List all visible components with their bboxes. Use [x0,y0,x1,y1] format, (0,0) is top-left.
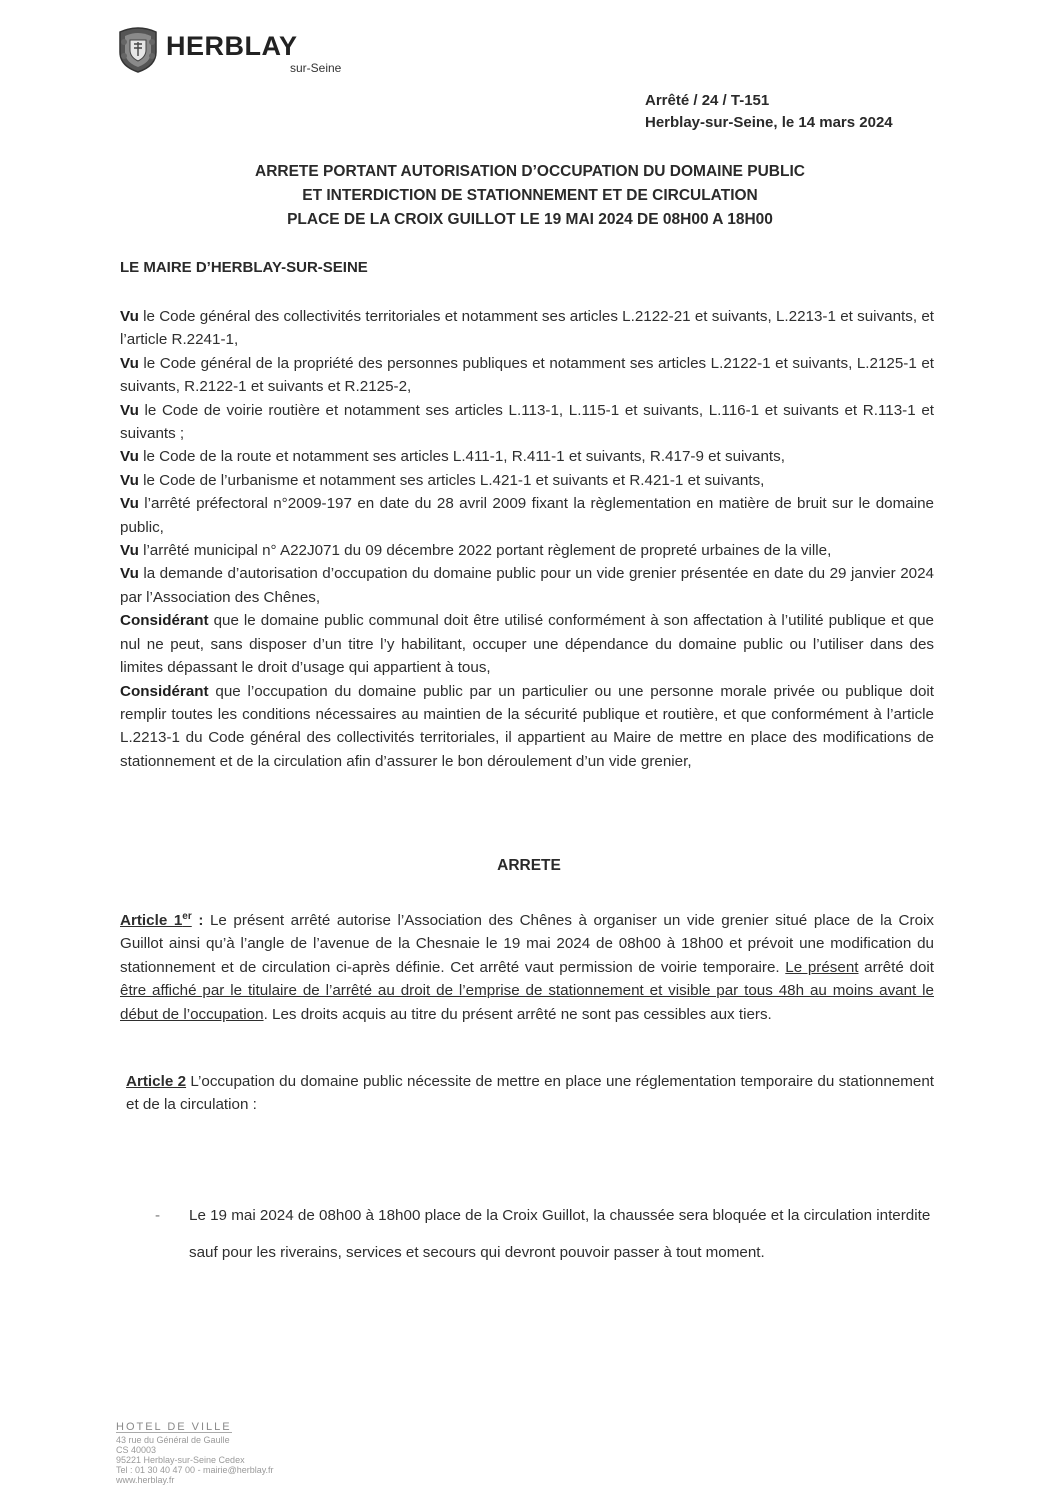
visa-text: l’arrêté municipal n° A22J071 du 09 décembre 2022 portant règlement de propreté urbaines de la ville, [138,542,832,560]
considerant-text: que l’occupation du domaine public par un particulier ou une personne morale privée ou publique doit remplir toutes les conditions nécessaires au maintien de la sécurité publique et routière, et que conformément à l’article L.2213-1 du Code général des collectivités territoriales, il appartient au Maire de mettre en place des modifications de stationnement et de la circulation afin d’assurer le bon déroulement d’un vide grenier, [120,682,934,770]
considerant-text: que le domaine public communal doit être utilisé conformément à son affectation à l’utilité publique et que nul ne peut, sans disposer d’un titre l’y habilitant, occuper une dépendance du domaine public ou l’utiliser dans des limites dépassant le droit d’usage qui appartient à tous, [120,612,934,677]
article-2 [126,1070,934,1117]
title-line-2: ET INTERDICTION DE STATIONNEMENT ET DE CIRCULATION [302,187,758,204]
visa-text: l’arrêté préfectoral n°2009-197 en date du 28 avril 2009 fixant la règlementation en matière de bruit sur le domaine public, [120,495,934,536]
city-logo [116,22,346,78]
visa-item [120,352,934,399]
brand-subtitle: sur-Seine [290,61,342,75]
considerant-lead: Considérant [120,682,209,700]
visa-item [120,305,934,352]
article-1-body-b: . Les droits acquis au titre du présent arrêté ne sont pas cessibles aux tiers. [263,1005,772,1023]
visa-item [120,445,934,468]
city-seal-icon [116,26,160,74]
visa-item [120,562,934,609]
article-1-body-a: Le présent arrêté autorise l’Association des Chênes à organiser un vide grenier situé place de la Croix Guillot ainsi qu’à l’angle de l’avenue de la Chesnaie le 19 mai 2024 de 08h00 à 18h00 et prévoit une modification du stationnement et de circulation ci-après définie. Cet arrêté vaut permission de voirie temporaire. [120,912,935,976]
article-2-label: Article 2 [126,1073,187,1090]
article-1-underlined-1: Le présent [785,958,859,976]
visa-lead: Vu [120,495,139,513]
visa-lead: Vu [120,308,139,325]
article-1-label-text: Article 1 [120,912,183,930]
article-1-body-mid: arrêté doit [858,958,934,976]
title-line-1: ARRETE PORTANT AUTORISATION D’OCCUPATION DU DOMAINE PUBLIC [255,163,805,180]
visa-item [120,469,934,492]
decree-reference [645,90,893,134]
visa-text: le Code de l’urbanisme et notamment ses articles L.421-1 et suivants et R.421-1 et suivants, [138,471,765,489]
place-date: Herblay-sur-Seine, le 14 mars 2024 [645,114,893,131]
title-line-3: PLACE DE LA CROIX GUILLOT LE 19 MAI 2024 DE 08H00 A 18H00 [287,211,773,228]
visa-text: le Code de voirie routière et notamment ses articles L.113-1, L.115-1 et suivants, L.116-1 et suivants et R.113-1 et suivants ; [120,401,934,443]
mayor-heading: LE MAIRE D’HERBLAY-SUR-SEINE [120,259,368,276]
visa-lead: Vu [120,542,139,560]
article-2-text [126,1070,934,1117]
visa-item [120,399,934,446]
article-2-body: L’occupation du domaine public nécessite de mettre en place une réglementation temporaire du stationnement et de la circulation : [126,1073,934,1114]
visa-lead: Vu [120,401,139,419]
footer-line: 43 rue du Général de Gaulle [116,1435,230,1445]
footer-address [116,1422,274,1485]
visa-item [120,539,934,562]
visa-lead: Vu [120,354,139,372]
visa-text: la demande d’autorisation d’occupation du domaine public pour un vide grenier présentée en date du 29 janvier 2024 par l’Association des Chênes, [120,565,934,606]
visa-text: le Code général de la propriété des personnes publiques et notamment ses articles L.2122-1 et suivants, L.2125-1 et suivants, R.2122-1 et suivants et R.2125-2, [120,354,934,396]
list-item [155,1197,935,1271]
footer-line: 95221 Herblay-sur-Seine Cedex [116,1455,245,1465]
visa-text: le Code général des collectivités territoriales et notamment ses articles L.2122-21 et suivants, L.2213-1 et suivants, et l’article R.2241-1, [120,308,934,349]
bullet-dash: - [155,1207,161,1224]
considerant-item [120,609,934,679]
visa-item [120,492,934,539]
article-1-underlined-2: être affiché par le titulaire de l’arrêté au droit de l’emprise de stationnement et visible par tous 48h au moins avant le début de l’occupation [120,982,934,1023]
article-1-label-sup: er [182,911,192,922]
footer-line: Tel : 01 30 40 47 00 - mairie@herblay.fr [116,1465,274,1475]
article-1-text [120,905,934,1026]
brand-name: HERBLAY [166,31,298,61]
article-1 [120,905,934,1026]
visa-lead: Vu [120,565,139,583]
considerant-item [120,680,934,774]
legal-basis [120,305,934,773]
bullet-text: Le 19 mai 2024 de 08h00 à 18h00 place de la Croix Guillot, la chaussée sera bloquée et la circulation interdite sauf pour les riverains, services et secours qui devront pouvoir passer à tout moment. [189,1207,931,1261]
visa-text: le Code de la route et notamment ses articles L.411-1, R.411-1 et suivants, R.417-9 et suivants, [138,448,785,466]
article-1-label [120,912,192,929]
footer-heading: HOTEL DE VILLE [116,1421,232,1433]
considerant-lead: Considérant [120,612,209,630]
decree-number: Arrêté / 24 / T-151 [645,92,770,109]
visa-lead: Vu [120,448,139,466]
visa-lead: Vu [120,471,139,489]
footer-line: www.herblay.fr [116,1475,175,1485]
footer-line: CS 40003 [116,1445,157,1455]
article-1-colon: : [191,912,204,930]
decree-title [130,160,930,232]
arrete-heading: ARRETE [497,857,561,874]
